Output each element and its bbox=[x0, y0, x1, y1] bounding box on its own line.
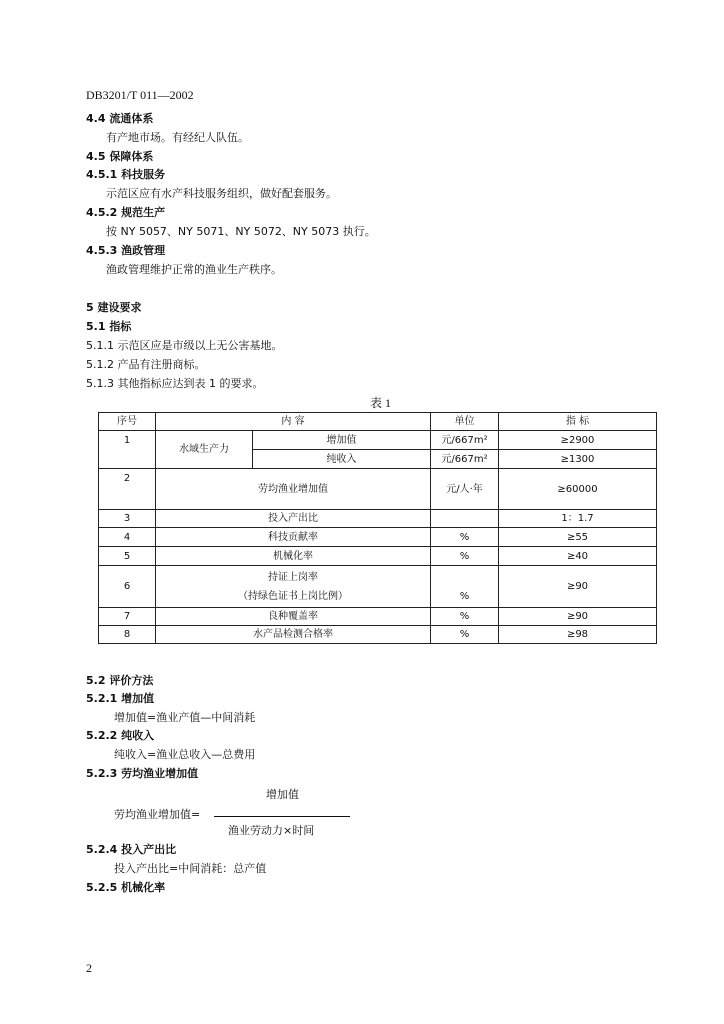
row-content: 纯收入 bbox=[253, 450, 431, 469]
row-no: 3 bbox=[99, 510, 156, 528]
row-content: 增加值 bbox=[253, 431, 431, 450]
row-no: 4 bbox=[99, 528, 156, 547]
section-5-1-2: 5.1.2 产品有注册商标。 bbox=[86, 358, 206, 371]
page-number: 2 bbox=[86, 961, 92, 975]
formula-denominator: 渔业劳动力×时间 bbox=[228, 824, 315, 837]
row-content: 投入产出比 bbox=[156, 510, 431, 528]
table-row bbox=[99, 547, 657, 566]
row-no: 5 bbox=[99, 547, 156, 566]
row-content-note: （持绿色证书上岗比例） bbox=[238, 590, 348, 602]
row-value: ≥90 bbox=[499, 608, 657, 626]
section-4-5-1-body: 示范区应有水产科技服务组织，做好配套服务。 bbox=[106, 187, 337, 200]
section-5-2-2-body: 纯收入=渔业总收入—总费用 bbox=[114, 748, 256, 761]
section-5-1-heading: 5.1 指标 bbox=[86, 320, 132, 333]
table-row bbox=[99, 469, 657, 510]
row-no: 8 bbox=[99, 626, 156, 644]
row-unit: % bbox=[431, 566, 499, 608]
section-4-5-1-heading: 4.5.1 科技服务 bbox=[86, 168, 166, 181]
row-unit: % bbox=[431, 547, 499, 566]
table-row bbox=[99, 510, 657, 528]
row-content: 机械化率 bbox=[156, 547, 431, 566]
table-row bbox=[99, 431, 657, 450]
section-4-5-heading: 4.5 保障体系 bbox=[86, 150, 154, 163]
section-4-5-2-body: 按 NY 5057、NY 5071、NY 5072、NY 5073 执行。 bbox=[106, 225, 376, 238]
row-value: ≥40 bbox=[499, 547, 657, 566]
row-no: 2 bbox=[99, 469, 156, 510]
row-value: ≥98 bbox=[499, 626, 657, 644]
section-5-2-2-heading: 5.2.2 纯收入 bbox=[86, 729, 155, 742]
row-unit: 元/人·年 bbox=[431, 469, 499, 510]
row-group: 水域生产力 bbox=[156, 431, 253, 469]
row-no: 1 bbox=[99, 431, 156, 469]
section-5-2-heading: 5.2 评价方法 bbox=[86, 674, 154, 687]
header-index: 指 标 bbox=[499, 413, 657, 431]
row-content bbox=[156, 566, 431, 608]
row-content: 良种覆盖率 bbox=[156, 608, 431, 626]
row-content-line: 持证上岗率 bbox=[268, 571, 318, 583]
fraction-bar bbox=[214, 816, 350, 817]
section-4-5-2-heading: 4.5.2 规范生产 bbox=[86, 206, 166, 219]
table-row bbox=[99, 528, 657, 547]
section-5-2-4-heading: 5.2.4 投入产出比 bbox=[86, 843, 177, 856]
row-unit: % bbox=[431, 608, 499, 626]
row-content: 水产品检测合格率 bbox=[156, 626, 431, 644]
row-value: ≥55 bbox=[499, 528, 657, 547]
section-4-5-3-heading: 4.5.3 渔政管理 bbox=[86, 244, 166, 257]
section-4-4-body: 有产地市场。有经纪人队伍。 bbox=[106, 131, 249, 144]
section-5-1-1: 5.1.1 示范区应是市级以上无公害基地。 bbox=[86, 339, 283, 352]
section-4-4-heading: 4.4 流通体系 bbox=[86, 112, 154, 125]
row-unit: % bbox=[431, 626, 499, 644]
row-value: 1：1.7 bbox=[499, 510, 657, 528]
table-row bbox=[99, 566, 657, 608]
row-content: 劳均渔业增加值 bbox=[156, 469, 431, 510]
row-unit: 元/667m² bbox=[431, 450, 499, 469]
header-unit: 单位 bbox=[431, 413, 499, 431]
section-5-1-3: 5.1.3 其他指标应达到表 1 的要求。 bbox=[86, 377, 264, 390]
formula-numerator: 增加值 bbox=[266, 788, 299, 801]
row-value: ≥2900 bbox=[499, 431, 657, 450]
section-5-2-1-body: 增加值=渔业产值—中间消耗 bbox=[114, 711, 256, 724]
row-content: 科技贡献率 bbox=[156, 528, 431, 547]
row-value: ≥90 bbox=[499, 566, 657, 608]
section-5-heading: 5 建设要求 bbox=[86, 301, 142, 314]
row-value: ≥1300 bbox=[499, 450, 657, 469]
section-5-2-1-heading: 5.2.1 增加值 bbox=[86, 692, 155, 705]
indicator-table bbox=[98, 412, 657, 644]
table-caption: 表 1 bbox=[370, 396, 392, 410]
header-no: 序号 bbox=[99, 413, 156, 431]
section-5-2-3-heading: 5.2.3 劳均渔业增加值 bbox=[86, 767, 199, 780]
row-unit bbox=[431, 510, 499, 528]
row-value: ≥60000 bbox=[499, 469, 657, 510]
header-content: 内 容 bbox=[156, 413, 431, 431]
row-no: 6 bbox=[99, 566, 156, 608]
formula-lhs: 劳均渔业增加值= bbox=[114, 808, 201, 821]
table-header-row bbox=[99, 413, 657, 431]
table-row bbox=[99, 608, 657, 626]
section-5-2-4-body: 投入产出比=中间消耗：总产值 bbox=[114, 862, 267, 875]
table-row bbox=[99, 626, 657, 644]
section-5-2-5-heading: 5.2.5 机械化率 bbox=[86, 881, 166, 894]
row-unit: 元/667m² bbox=[431, 431, 499, 450]
row-unit: % bbox=[431, 528, 499, 547]
section-4-5-3-body: 渔政管理维护正常的渔业生产秩序。 bbox=[106, 263, 282, 276]
row-no: 7 bbox=[99, 608, 156, 626]
document-code: DB3201/T 011—2002 bbox=[86, 88, 194, 102]
